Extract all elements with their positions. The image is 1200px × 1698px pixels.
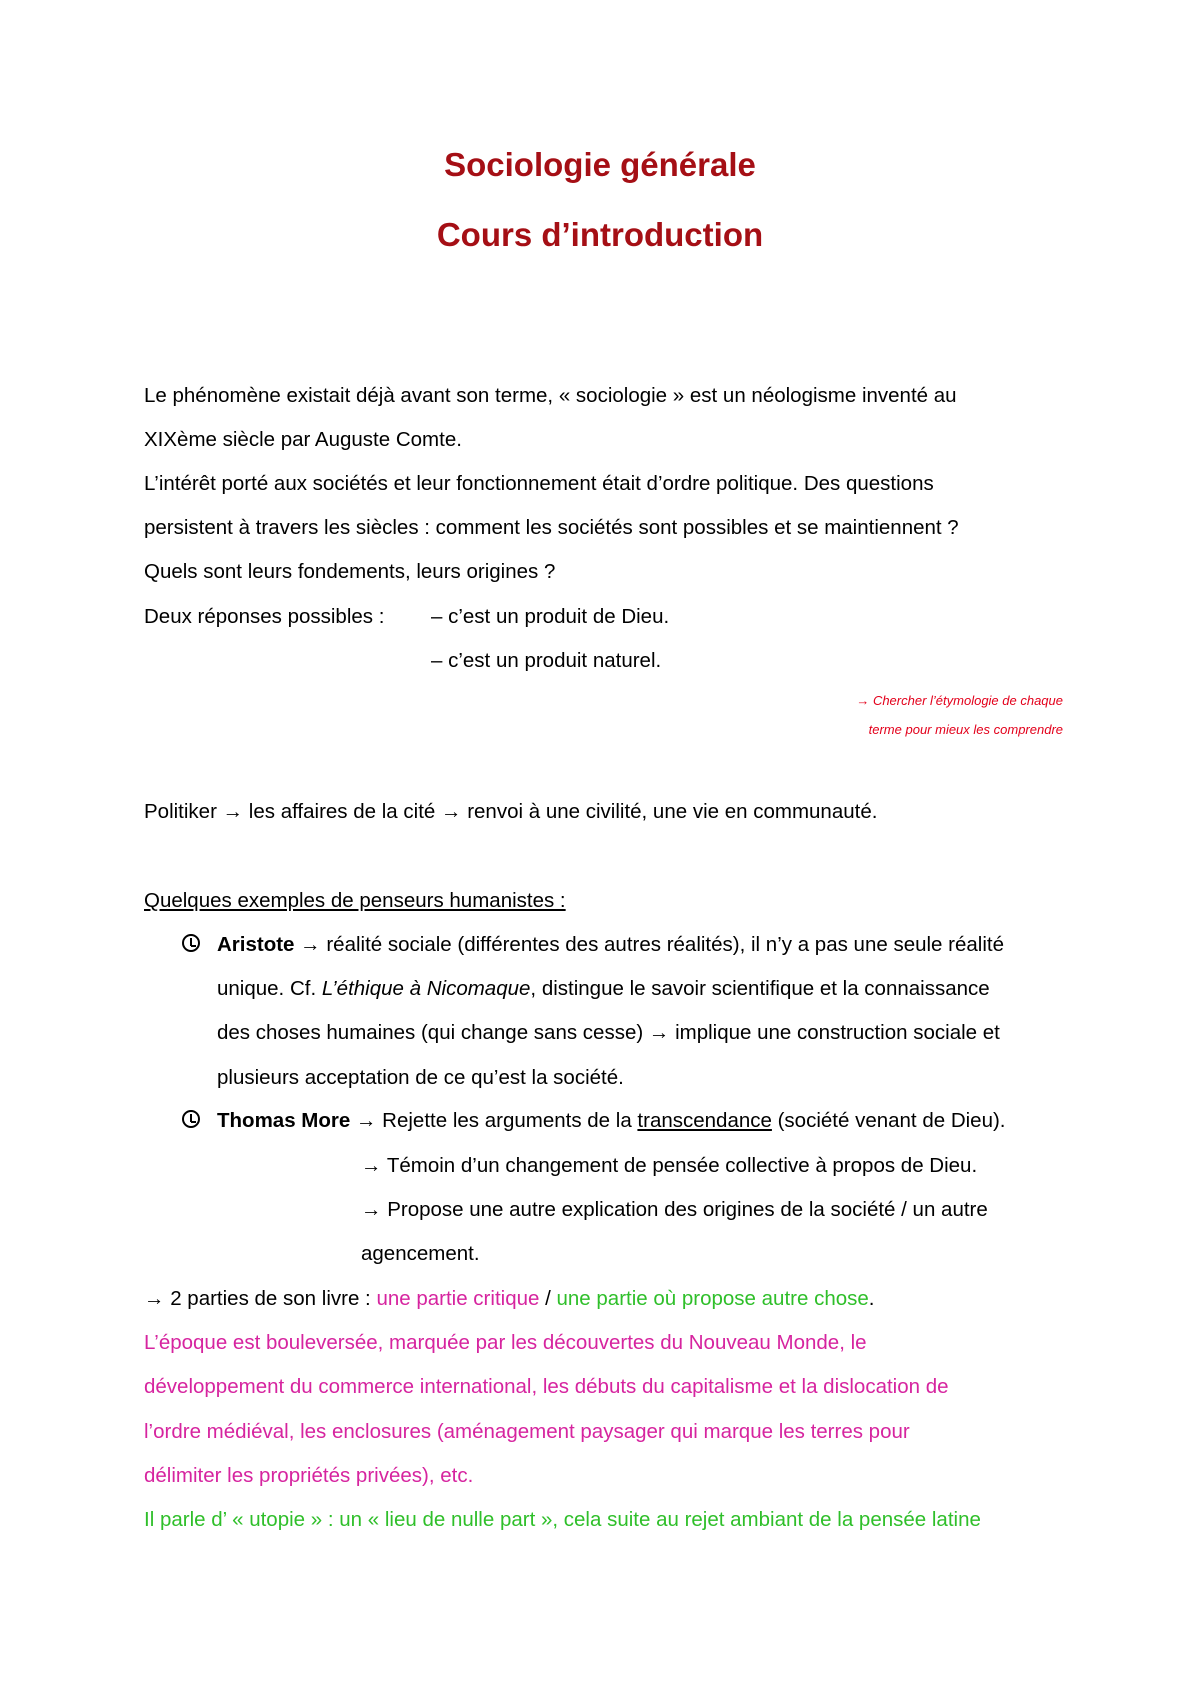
parts-end: . xyxy=(868,1287,875,1310)
book-title: L’éthique à Nicomaque xyxy=(321,977,531,1000)
answer-1: – c’est un produit de Dieu. xyxy=(431,605,670,628)
intro-line-1: Le phénomène existait déjà avant son terme, « sociologie » est un néologisme inventé au xyxy=(144,384,957,407)
aristote-line-4: plusieurs acceptation de ce qu’est la société. xyxy=(217,1066,624,1089)
parts-line xyxy=(144,1287,874,1311)
parts-sep: / xyxy=(539,1287,557,1310)
more-line-1-a: → Rejette les arguments de la xyxy=(350,1109,638,1132)
epoch-line-3: l’ordre médiéval, les enclosures (aménagement paysager qui marque les terres pour xyxy=(144,1420,910,1443)
parts-lead: → 2 parties de son livre : xyxy=(144,1287,377,1310)
aristote-line-2 xyxy=(217,977,990,1001)
transcendance-term: transcendance xyxy=(637,1109,772,1132)
politiker-line: Politiker → les affaires de la cité → renvoi à une civilité, une vie en communauté. xyxy=(144,800,878,823)
examples-heading: Quelques exemples de penseurs humanistes : xyxy=(144,889,566,912)
answers-label: Deux réponses possibles : xyxy=(144,605,385,628)
epoch-line-2: développement du commerce international, les débuts du capitalisme et la dislocation de xyxy=(144,1375,949,1398)
more-line-2: → Témoin d’un changement de pensée collective à propos de Dieu. xyxy=(361,1154,978,1177)
intro-line-3: L’intérêt porté aux sociétés et leur fonctionnement était d’ordre politique. Des questions xyxy=(144,472,934,495)
aristote-line-1 xyxy=(217,933,1004,957)
intro-line-5: Quels sont leurs fondements, leurs origines ? xyxy=(144,560,556,583)
parts-propose: une partie où propose autre chose xyxy=(556,1287,869,1310)
utopie-line: Il parle d’ « utopie » : un « lieu de nulle part », cela suite au rejet ambiant de la pensée latine xyxy=(144,1508,981,1531)
more-line-3: → Propose une autre explication des origines de la société / un autre xyxy=(361,1198,988,1221)
clock-icon xyxy=(182,934,200,952)
page-title: Sociologie générale xyxy=(444,146,756,183)
intro-line-2: XIXème siècle par Auguste Comte. xyxy=(144,428,462,451)
aristote-name: Aristote xyxy=(217,933,295,956)
parts-critical: une partie critique xyxy=(376,1287,540,1310)
page-subtitle: Cours d’introduction xyxy=(436,216,764,253)
epoch-line-4: délimiter les propriétés privées), etc. xyxy=(144,1464,474,1487)
margin-note-line-2: terme pour mieux les comprendre xyxy=(868,722,1063,737)
epoch-line-1: L’époque est bouleversée, marquée par les découvertes du Nouveau Monde, le xyxy=(144,1331,867,1354)
intro-line-4: persistent à travers les siècles : comment les sociétés sont possibles et se maintiennent ? xyxy=(144,516,959,539)
aristote-line-1-text: → réalité sociale (différentes des autres réalités), il n’y a pas une seule réalité xyxy=(294,933,1004,956)
margin-note-line-1: → Chercher l’étymologie de chaque xyxy=(856,693,1063,708)
aristote-line-2-a: unique. Cf. xyxy=(217,977,322,1000)
answer-2: – c’est un produit naturel. xyxy=(431,649,662,672)
more-line-1-b: (société venant de Dieu). xyxy=(771,1109,1006,1132)
aristote-line-2-b: , distingue le savoir scientifique et la connaissance xyxy=(530,977,990,1000)
more-line-4: agencement. xyxy=(361,1242,480,1265)
clock-icon xyxy=(182,1110,200,1128)
aristote-line-3: des choses humaines (qui change sans cesse) → implique une construction sociale et xyxy=(217,1021,1000,1044)
more-name: Thomas More xyxy=(217,1109,351,1132)
more-line-1 xyxy=(217,1109,1006,1133)
